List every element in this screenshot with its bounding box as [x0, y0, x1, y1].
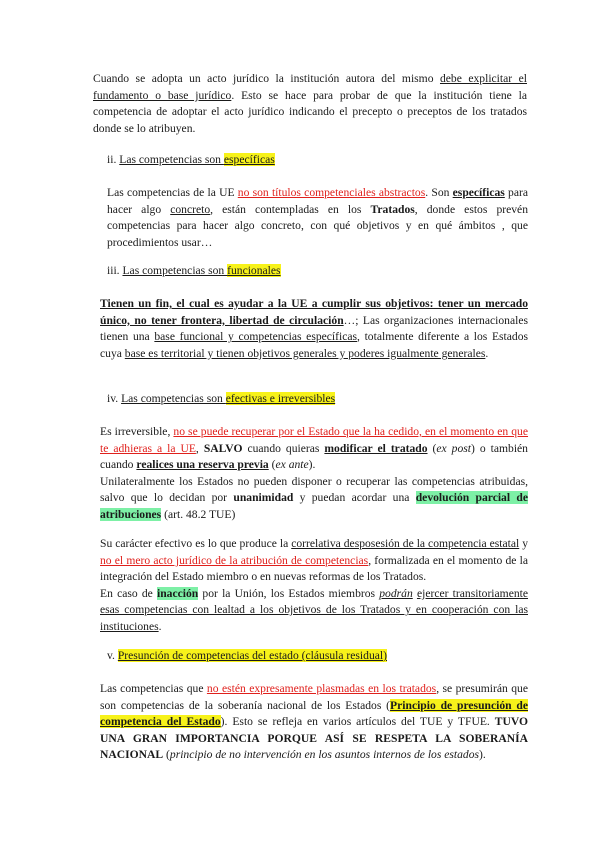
- highlighted-text: específicas: [223, 153, 275, 166]
- paragraph-irreversibles: [100, 424, 528, 524]
- text: , se presumirán que son competencias de la soberanía nacional de los Estados (: [100, 682, 528, 712]
- text: (: [268, 458, 276, 472]
- heading-label: Las competencias son: [119, 153, 224, 166]
- italic-text: principio de no intervención en los asuntos internos de los estados: [169, 748, 480, 762]
- red-underlined-text: no son títulos competenciales abstractos: [237, 186, 426, 199]
- heading-number: iv.: [107, 392, 122, 405]
- underlined-text: debe explicitar el fundamento o base jurídico: [93, 72, 527, 102]
- heading-number: iii.: [107, 264, 123, 277]
- highlighted-text: funcionales: [227, 264, 281, 277]
- paragraph-fundamento-juridico: [93, 71, 527, 137]
- italic-text: ex post: [436, 441, 471, 455]
- text: , donde estos prevén competencias para hacer algo concreto, con qué objetivos y en qué ámbitos , que procedimientos usar…: [107, 202, 528, 249]
- text: para hacer algo: [107, 186, 528, 216]
- heading-competencias-efectivas: [107, 391, 335, 408]
- highlighted-text: efectivas e irreversibles: [225, 392, 336, 405]
- text: Su carácter efectivo es lo que produce la: [100, 537, 292, 550]
- text: (: [427, 441, 437, 455]
- text: y: [519, 537, 528, 550]
- bold-underlined-text: modificar el tratado: [324, 441, 428, 455]
- text: ). Esto se refleja en varios artículos del TUE y TFUE.: [220, 715, 495, 729]
- green-highlighted-text: devolución parcial de atribuciones: [100, 491, 528, 521]
- bold-text: Tratados: [370, 202, 415, 216]
- text: . Son: [425, 186, 453, 199]
- text: (: [163, 748, 170, 762]
- underlined-text: concreto: [170, 202, 211, 216]
- text: Cuando se adopta un acto jurídico la institución autora del mismo: [93, 72, 440, 85]
- text-line-group: [100, 474, 528, 524]
- red-underlined-text: no estén expresamente plasmadas en los tratados: [206, 682, 437, 695]
- bold-text: SALVO: [203, 441, 243, 455]
- text: ,: [195, 441, 204, 455]
- paragraph-presuncion: [100, 681, 528, 764]
- text: por la Unión, los Estados miembros: [198, 586, 380, 600]
- text: ) o también cuando: [100, 441, 528, 472]
- heading-number: ii.: [107, 153, 120, 166]
- underlined-text: base es territorial y tienen objetivos generales y poderes igualmente generales: [124, 346, 486, 360]
- italic-underlined-text: podrán: [379, 586, 413, 600]
- text: . Esto se hace para probar de que la institución tiene la competencia de adoptar el acto jurídico indicando el precepto o preceptos de los tratados donde se lo atribuyen.: [93, 88, 528, 135]
- paragraph-funcionales: [100, 296, 528, 362]
- text: cuando quieras: [242, 441, 325, 455]
- text: …; Las organizaciones internacionales tienen una: [100, 313, 528, 344]
- paragraph-caracter-efectivo: [100, 536, 528, 636]
- text: .: [158, 619, 162, 633]
- text-line-group: [100, 536, 528, 586]
- heading-presuncion-competencias: [107, 648, 387, 665]
- text: Es irreversible,: [100, 425, 174, 438]
- heading-competencias-funcionales: [107, 263, 281, 280]
- text: .: [485, 346, 489, 360]
- green-highlighted-text: inacción: [157, 586, 199, 600]
- underlined-text: ejercer transitoriamente esas competencias con lealtad a los objetivos de los Tratados y en cooperación con las instituciones: [100, 586, 529, 633]
- paragraph-especificas: [107, 185, 528, 251]
- text-line-group: [100, 586, 528, 636]
- text: , están contempladas en los: [210, 202, 371, 216]
- bold-underlined-text: Tienen un fin, el cual es ayudar a la UE a cumplir sus objetivos: tener un mercado único, no tener frontera, libertad de circulación: [100, 297, 528, 327]
- bold-text: TUVO UNA GRAN IMPORTANCIA PORQUE ASÍ SE RESPETA LA SOBERANÍA NACIONAL: [100, 715, 529, 762]
- red-underlined-text: no se puede recuperar por el Estado que la ha cedido, en el momento en que te adhieras a la UE: [100, 425, 529, 455]
- text: Las competencias que: [100, 682, 207, 695]
- heading-competencias-especificas: [107, 152, 275, 169]
- text: y puedan acordar una: [293, 491, 416, 505]
- text: Las competencias de la UE: [107, 186, 238, 199]
- text: , totalmente diferente a los Estados cuya: [100, 330, 529, 360]
- yellow-highlighted-bold-text: Principio de presunción de competencia del Estado: [100, 698, 528, 729]
- bold-underlined-text: específicas: [452, 186, 505, 199]
- bold-text: unanimidad: [233, 491, 294, 505]
- italic-text: ex ante: [275, 458, 309, 472]
- text: ).: [308, 458, 316, 472]
- text-line-group: [100, 424, 528, 474]
- text: (art. 48.2 TUE): [161, 507, 236, 521]
- underlined-text: base funcional y competencias específicas: [154, 330, 358, 344]
- heading-number: v.: [107, 649, 118, 662]
- bold-underlined-text: realices una reserva previa: [136, 458, 269, 472]
- text: ).: [479, 748, 486, 762]
- text: Unilateralmente los Estados no pueden disponer o recuperar las competencias atribuidas, salvo que lo decidan por: [100, 474, 528, 505]
- text: , formalizada en el momento de la integración del Estado miembro o en nuevas reformas de los Tratados.: [100, 553, 529, 584]
- heading-label: Las competencias son: [121, 392, 226, 405]
- heading-label: Las competencias son: [122, 264, 228, 277]
- red-underlined-text: no el mero acto jurídico de la atribución de competencias: [100, 553, 369, 567]
- highlighted-text: Presunción de competencias del estado (cláusula residual): [117, 649, 387, 662]
- underlined-text: correlativa desposesión de la competencia estatal: [291, 537, 520, 550]
- text: En caso de: [100, 586, 157, 600]
